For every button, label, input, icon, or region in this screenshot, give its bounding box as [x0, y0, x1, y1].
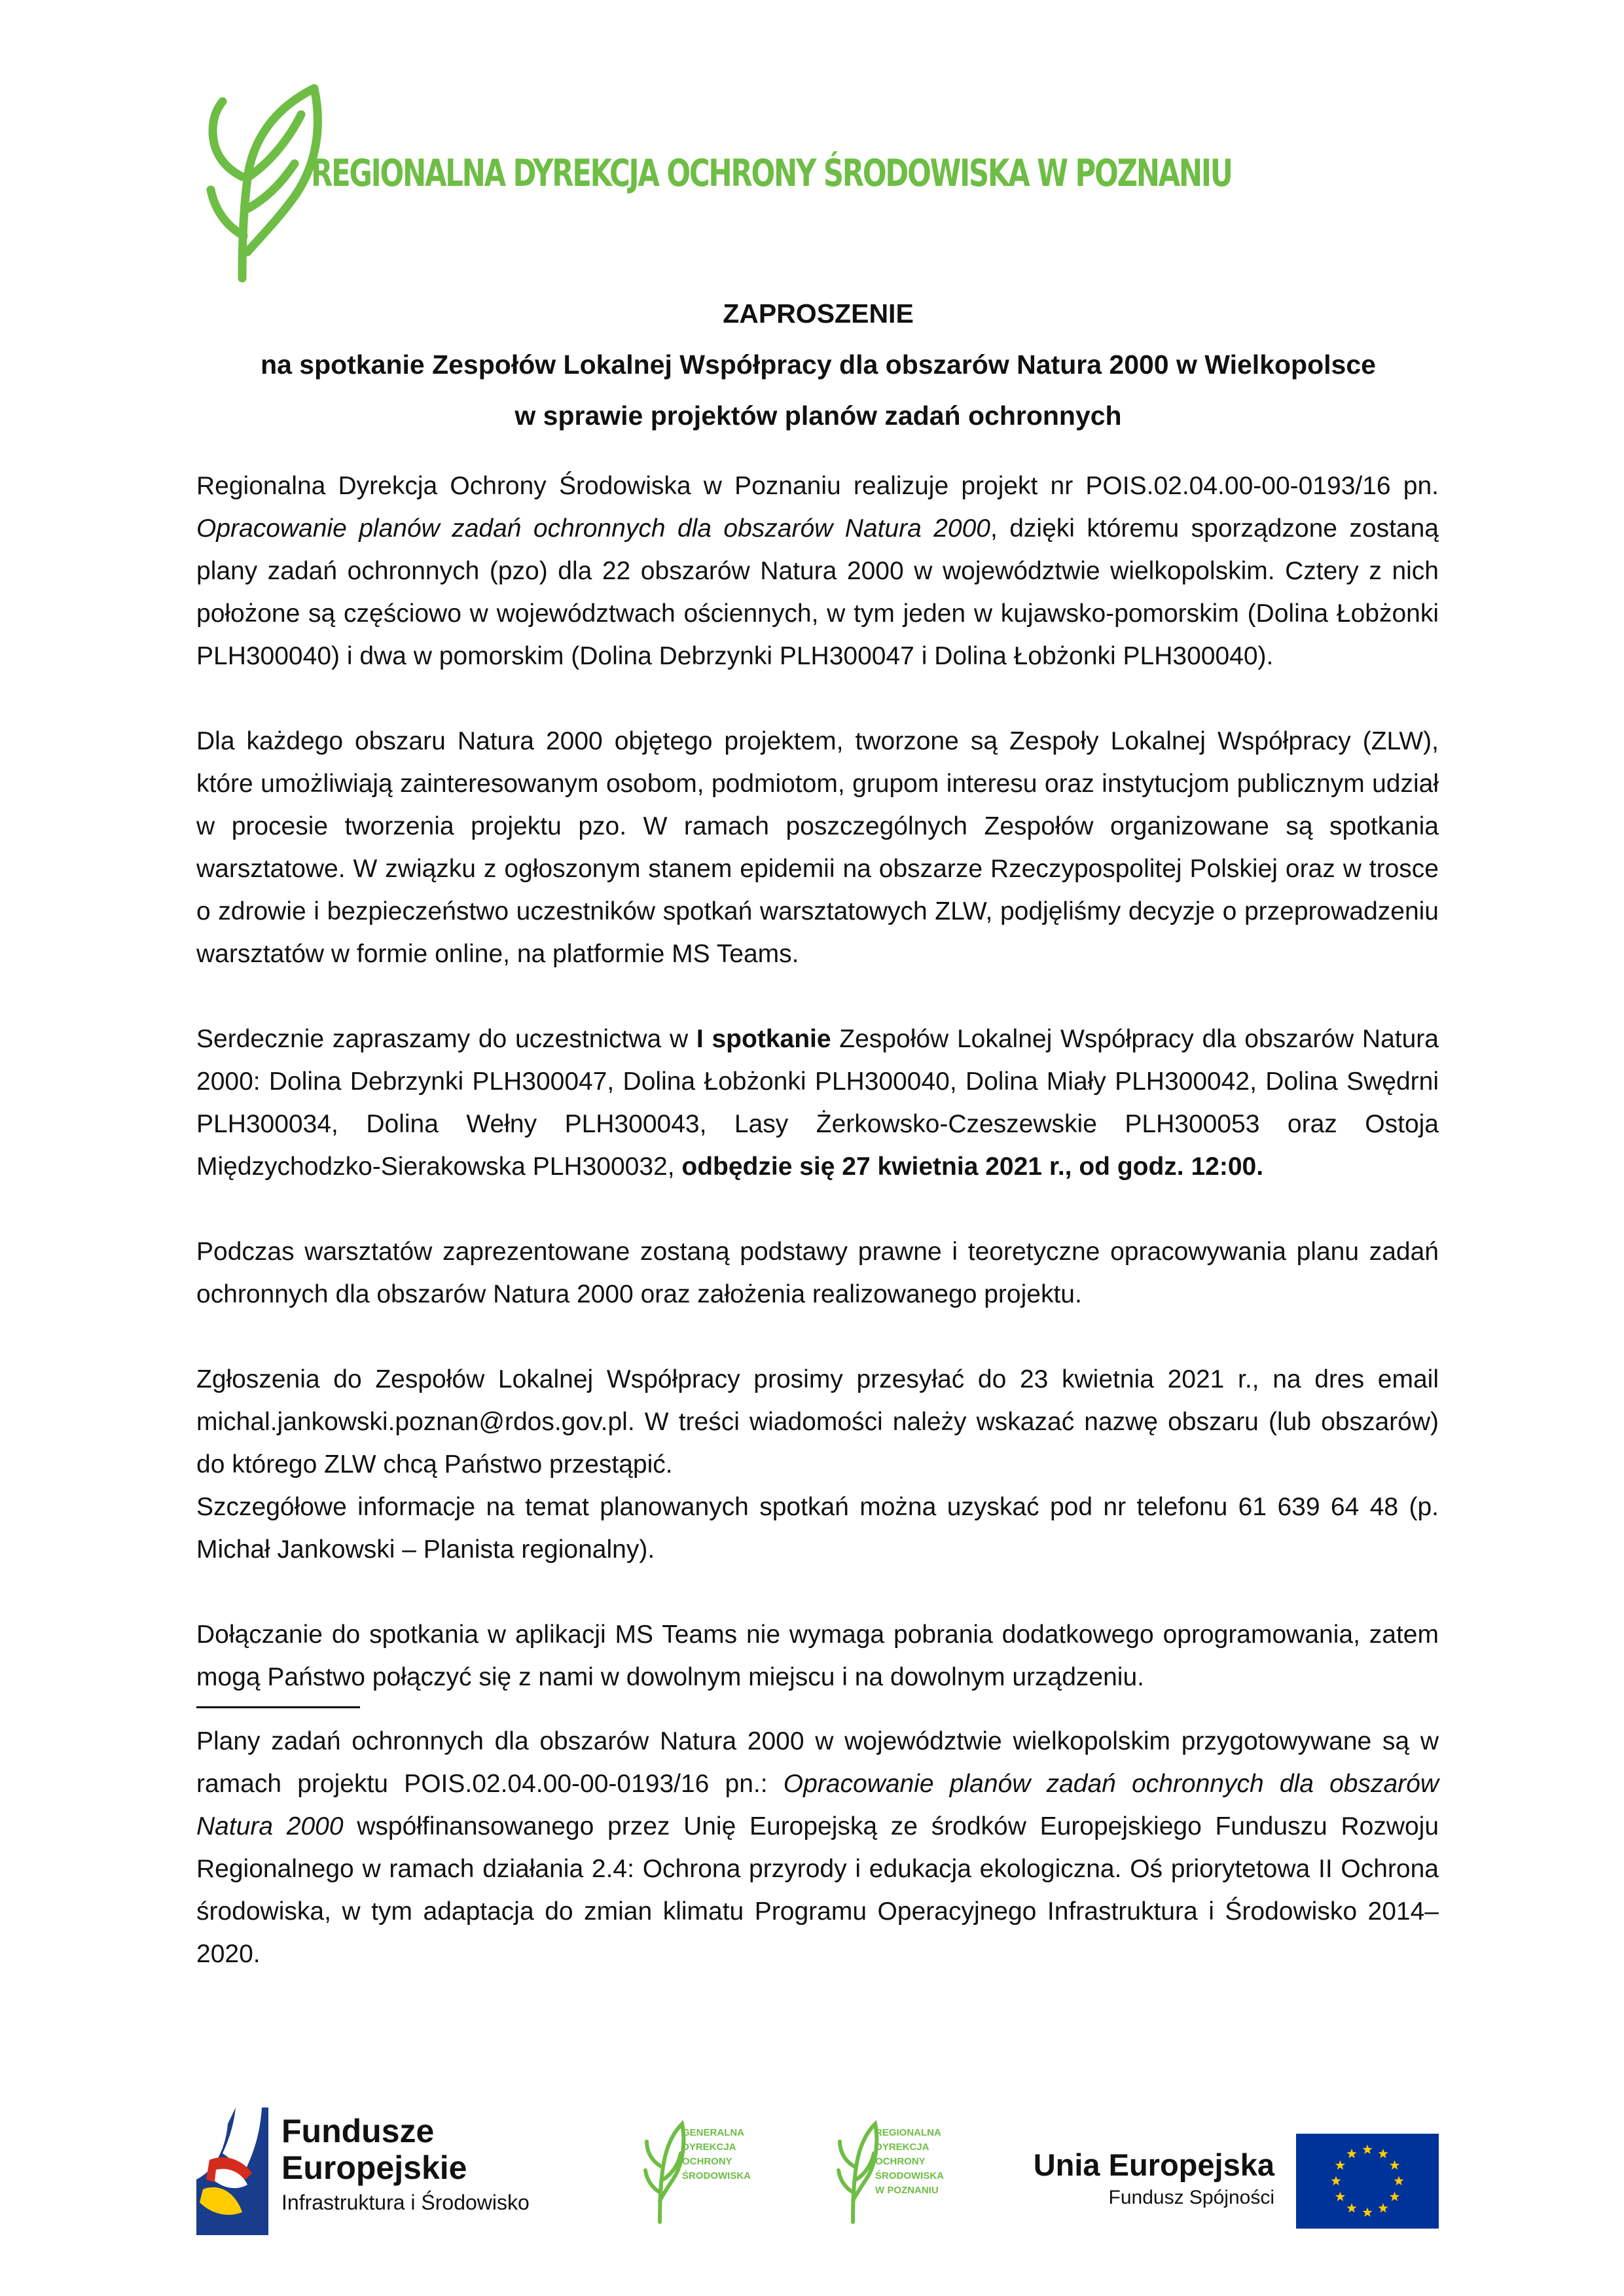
p1-text-a: Regionalna Dyrekcja Ochrony Środowiska w Poznaniu realizuje projekt nr POIS.02.04.00-00-0193/16 pn.: [196, 472, 1439, 500]
title-heading: ZAPROSZENIE: [723, 298, 914, 329]
invitation-title: [196, 288, 1440, 441]
footer-logos: [190, 2094, 1447, 2245]
ue-line-2: Fundusz Spójności: [1108, 2187, 1274, 2208]
p1-text-b: , dzięki któremu sporządzone zostaną plany zadań ochronnych (pzo) dla 22 obszarów Natura 2000 w województwie wielkopolskim. Cztery z nich położone są częściowo w województwach ościennych, w tym jeden w kujawsko-pomorskim (Dolina Łobżonki PLH300040) i dwa w pomorskim (Dolina Debrzynki PLH300047 i Dolina Łobżonki PLH300040).: [196, 514, 1439, 670]
gdos-text: GENERALNA DYREKCJA OCHRONY ŚRODOWISKA: [682, 2127, 751, 2181]
fe-line-1: Fundusze: [281, 2113, 435, 2149]
footnote-text-a: Plany zadań ochronnych dla obszarów Natura 2000 w województwie wielkopolskim przygotowywane są w ramach projektu POIS.02.04.00-00-0193/16 pn.:: [196, 1727, 1439, 1798]
paragraph-workshop: Podczas warsztatów zaprezentowane zostaną podstawy prawne i teoretyczne opracowywania planu zadań ochronnych dla obszarów Natura 2000 oraz założenia realizowanego projektu.: [196, 1238, 1439, 1308]
title-subtitle-1: na spotkanie Zespołów Lokalnej Współpracy dla obszarów Natura 2000 w Wielkopolsce: [261, 350, 1376, 380]
footnote-project-title: Opracowanie planów zadań ochronnych dla obszarów Natura 2000: [196, 1770, 1439, 1840]
leaf-logo-icon: [196, 79, 327, 288]
title-subtitle-2: w sprawie projektów planów zadań ochronnych: [514, 401, 1122, 431]
fundusze-europejskie-logo: [190, 2094, 556, 2245]
rdos-leaf-icon: [835, 2114, 880, 2225]
unia-europejska-text: [1022, 2147, 1274, 2212]
paragraph-contact: Szczegółowe informacje na temat planowanych spotkań można uzyskać pod nr telefonu 61 639 64 48 (p. Michał Jankowski – Planista regionalny).: [196, 1493, 1439, 1564]
paragraph-project: [196, 465, 1439, 677]
ue-line-1: Unia Europejska: [1033, 2147, 1274, 2182]
p3-meeting-date: odbędzie się 27 kwietnia 2021 r., od godz. 12:00.: [681, 1153, 1264, 1181]
eu-flag-icon: [1296, 2134, 1439, 2229]
paragraph-zlw: Dla każdego obszaru Natura 2000 objętego projektem, tworzone są Zespoły Lokalnej Współpracy (ZLW), które umożliwiają zainteresowanym osobom, podmiotom, grupom interesu oraz instytucjom publicznym udział w procesie tworzenia projektu pzo. W ramach poszczególnych Zespołów organizowane są spotkania warsztatowe. W związku z ogłoszonym stanem epidemii na obszarze Rzeczypospolitej Polskiej oraz w trosce o zdrowie i bezpieczeństwo uczestników spotkań warsztatowych ZLW, podjęliśmy decyzje o przeprowadzeniu warsztatów w formie online, na platformie MS Teams.: [196, 727, 1439, 968]
org-name: REGIONALNA DYREKCJA OCHRONY ŚRODOWISKA W POZNANIU: [311, 152, 1232, 195]
p3-text-b: Zespołów Lokalnej Współpracy dla obszarów Natura 2000: Dolina Debrzynki PLH300047, Dolina Łobżonki PLH300040, Dolina Miały PLH300042, Dolina Swędrni PLH300034, Dolina Wełny PLH300043, Lasy Żerkowsko-Czeszewskie PLH300053 oraz Ostoja Międzychodzko-Sierakowska PLH300032,: [196, 1025, 1439, 1181]
footnote-text-b: współfinansowanego przez Unię Europejską ze środków Europejskiego Funduszu Rozwoju Regionalnego w ramach działania 2.4: Ochrona przyrody i edukacja ekologiczna. Oś priorytetowa II Ochrona środowiska, w tym adaptacja do zmian klimatu Programu Operacyjnego Infrastruktura i Środowisko 2014–2020.: [196, 1812, 1439, 1968]
fe-line-2: Europejskie: [281, 2149, 467, 2186]
paragraph-registration: Zgłoszenia do Zespołów Lokalnej Współpracy prosimy przesyłać do 23 kwietnia 2021 r., na dres email michal.jankowski.poznan@rdos.gov.pl. W treści wiadomości należy wskazać nazwę obszaru (lub obszarów) do którego ZLW chcą Państwo przestąpić.: [196, 1365, 1439, 1479]
fe-line-3: Infrastruktura i Środowisko: [281, 2191, 530, 2214]
footnote-text: [196, 1720, 1439, 1975]
paragraph-teams: Dołączanie do spotkania w aplikacji MS Teams nie wymaga pobrania dodatkowego oprogramowania, zatem mogą Państwo połączyć się z nami w dowolnym miejscu i na dowolnym urządzeniu.: [196, 1621, 1439, 1691]
rdos-footer-text: REGIONALNA DYREKCJA OCHRONY ŚRODOWISKA W POZNANIU: [875, 2127, 944, 2196]
p3-meeting-label: I spotkanie: [696, 1025, 831, 1053]
gdos-logo: [641, 2114, 772, 2238]
p1-project-title: Opracowanie planów zadań ochronnych dla obszarów Natura 2000: [196, 514, 990, 543]
rdos-header-logo: [196, 79, 1232, 295]
paragraph-invitation: [196, 1018, 1439, 1188]
p3-text-a: Serdecznie zapraszamy do uczestnictwa w: [196, 1025, 696, 1053]
document-body: [196, 465, 1439, 2018]
rdos-footer-logo: [835, 2114, 965, 2238]
gdos-leaf-icon: [641, 2114, 687, 2225]
fe-flag-icon: [196, 2108, 268, 2235]
footnote-divider: [196, 1706, 360, 1708]
